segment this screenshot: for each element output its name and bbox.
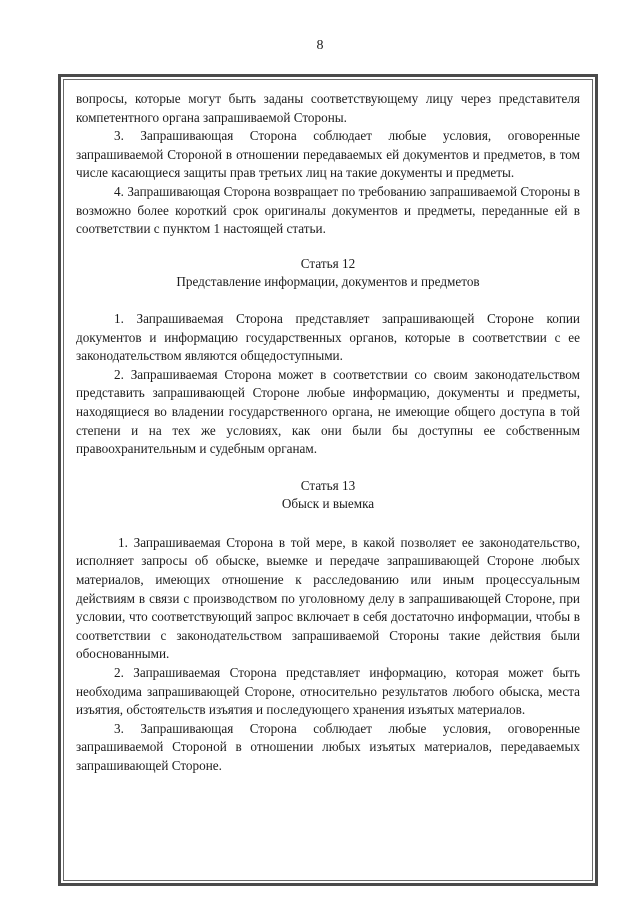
article-13-number: Статья 13 [300, 477, 356, 493]
article-13-paragraph-3: 3. Запрашивающая Сторона соблюдает любые условия, оговоренные запрашиваемой Стороной в отношении любых изъятых материалов, передаваемых запрашивающей Стороне. [76, 720, 580, 773]
page-number: 8 [316, 38, 324, 53]
article-12-title: Представление информации, документов и предметов [176, 274, 480, 290]
document-body [76, 90, 580, 776]
paragraph-item-3: 3. Запрашивающая Сторона соблюдает любые условия, оговоренные запрашиваемой Стороной в отношении передаваемых ей документов и предметов, в том числе касающиеся защиты прав третьих лиц на такие документы и предметы. [76, 128, 580, 181]
article-12-paragraph-1: 1. Запрашиваемая Сторона представляет запрашивающей Стороне копии документов и информацию государственных органов, которые в соответствии с ее законодательством являются общедоступными. [76, 310, 580, 364]
paragraph-item-4: 4. Запрашивающая Сторона возвращает по требованию запрашиваемой Стороны в возможно более короткий срок оригиналы документов и предметы, переданные ей в соответствии с пунктом 1 настоящей статьи. [76, 183, 580, 237]
article-13-paragraph-1: 1. Запрашиваемая Сторона в той мере, в какой позволяет ее законодательство, исполняет запросы об обыске, выемке и передаче запрашивающей Стороне любых материалов, имеющих отношение к расследованию или иным процессуальным действиям в связи с производством по уголовному делу в запрашивающей Стороне, при условии, что соответствующий запрос включает в себя достаточно информации, чтобы в соответствии с законодательством запрашиваемой Стороны такие действия были обоснованными. [76, 534, 580, 662]
article-12-number: Статья 12 [300, 255, 356, 271]
article-13-title: Обыск и выемка [281, 496, 375, 512]
article-12-paragraph-2: 2. Запрашиваемая Сторона может в соответствии со своим законодательством представить запрашивающей Стороне любые информацию, документы и предметы, находящиеся во владении государственного органа, не имеющие общего доступа в той степени и на тех же условиях, как они были бы доступны ее собственным правоохранительным и судебным органам. [76, 366, 580, 457]
article-13-paragraph-2: 2. Запрашиваемая Сторона представляет информацию, которая может быть необходима запрашивающей Стороне, относительно результатов любого обыска, места изъятия, обстоятельств изъятия и последующего хранения изъятых материалов. [76, 665, 580, 718]
paragraph-continuation: вопросы, которые могут быть заданы соответствующему лицу через представителя компетентного органа запрашиваемой Стороны. [76, 91, 580, 125]
